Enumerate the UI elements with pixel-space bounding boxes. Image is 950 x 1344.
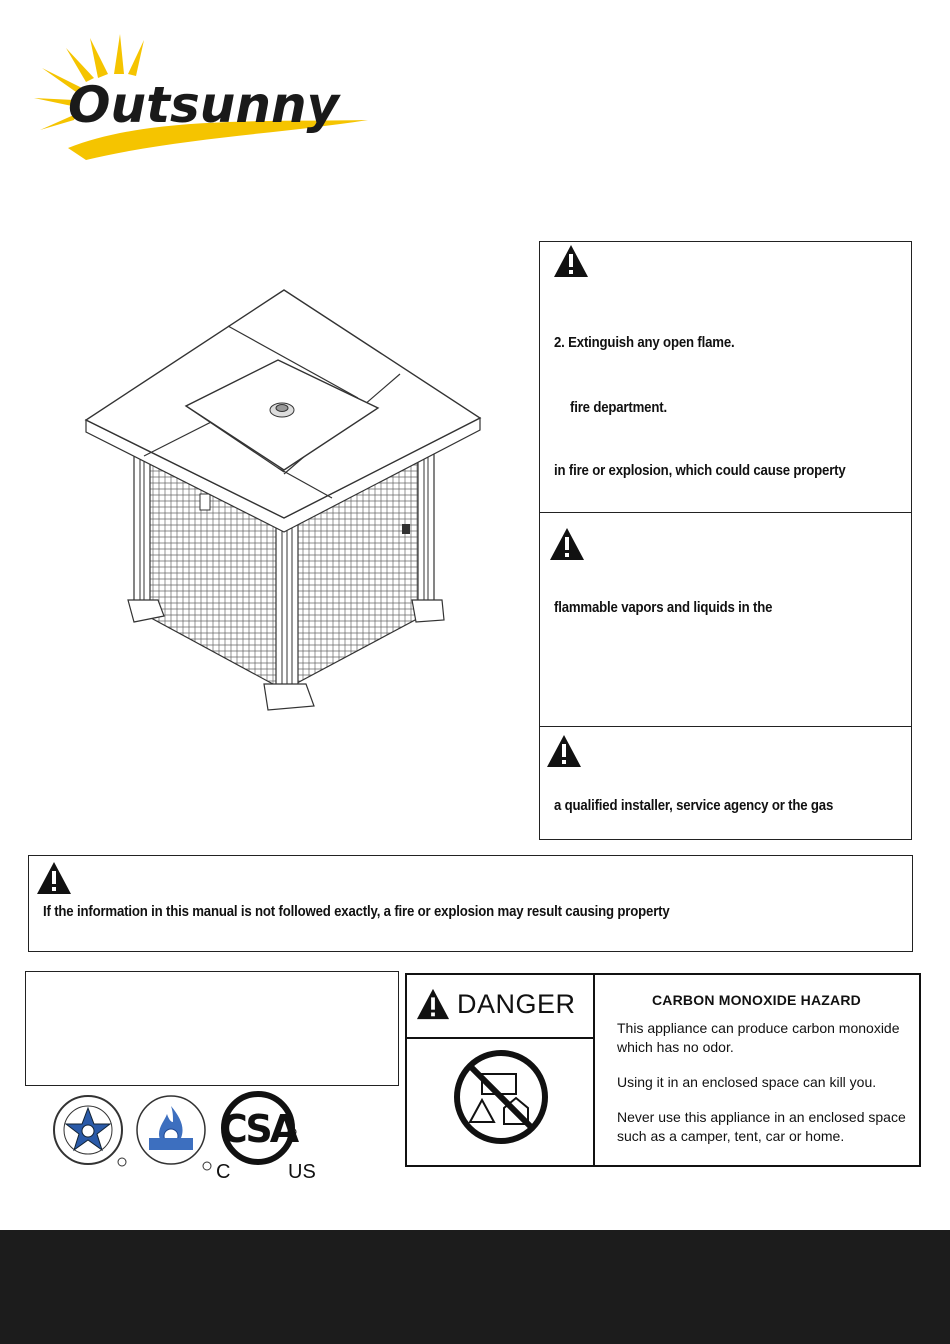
csa-us-label: US (288, 1161, 316, 1182)
design-certified-seal (52, 1094, 130, 1172)
warning-triangle-icon (548, 526, 586, 562)
brand-logo (28, 30, 373, 165)
fire-explosion-notice (28, 855, 913, 952)
danger-symbol-column (407, 975, 595, 1165)
danger-text-line: This appliance can produce carbon monoxide (617, 1020, 900, 1036)
danger-text-line: such as a camper, tent, car or home. (617, 1128, 845, 1144)
csa-c-label: C (216, 1161, 231, 1182)
danger-text-line: Using it in an enclosed space can kill you. (617, 1074, 877, 1090)
warning-text-line: flammable vapors and liquids in the (554, 599, 773, 616)
danger-text-line: Never use this appliance in an enclosed space (617, 1109, 906, 1125)
certified-flame-seal (135, 1094, 215, 1174)
warning-triangle-icon (415, 987, 451, 1021)
warning-text-line: in fire or explosion, which could cause property (554, 462, 846, 479)
warning-triangle-icon (552, 243, 590, 279)
footer-bar (0, 1230, 950, 1344)
danger-label: DANGER (457, 988, 576, 1019)
notice-text: If the information in this manual is not followed exactly, a fire or explosion may result causing property (43, 903, 670, 920)
warning-box-flammable-vapors (539, 512, 912, 727)
danger-text-column (595, 975, 919, 1165)
empty-info-box (25, 971, 399, 1086)
warning-text-line: 2. Extinguish any open flame. (554, 334, 735, 351)
danger-title: CARBON MONOXIDE HAZARD (652, 992, 861, 1008)
warning-box-gas-smell (539, 241, 912, 513)
fire-pit-table-illustration (78, 282, 488, 712)
warning-triangle-icon (35, 860, 73, 896)
warning-triangle-icon (545, 733, 583, 769)
carbon-monoxide-danger-panel (405, 973, 921, 1167)
brand-wordmark: Outsunny (68, 76, 340, 134)
no-enclosed-space-icon (452, 1048, 550, 1146)
warning-box-qualified-installer (539, 726, 912, 840)
warning-text-line: a qualified installer, service agency or the gas (554, 797, 834, 814)
csa-mark (214, 1090, 324, 1182)
warning-text-line: fire department. (570, 399, 667, 416)
csa-letters: CSA (219, 1107, 297, 1151)
danger-text-line: which has no odor. (617, 1039, 734, 1055)
danger-header (415, 987, 576, 1021)
